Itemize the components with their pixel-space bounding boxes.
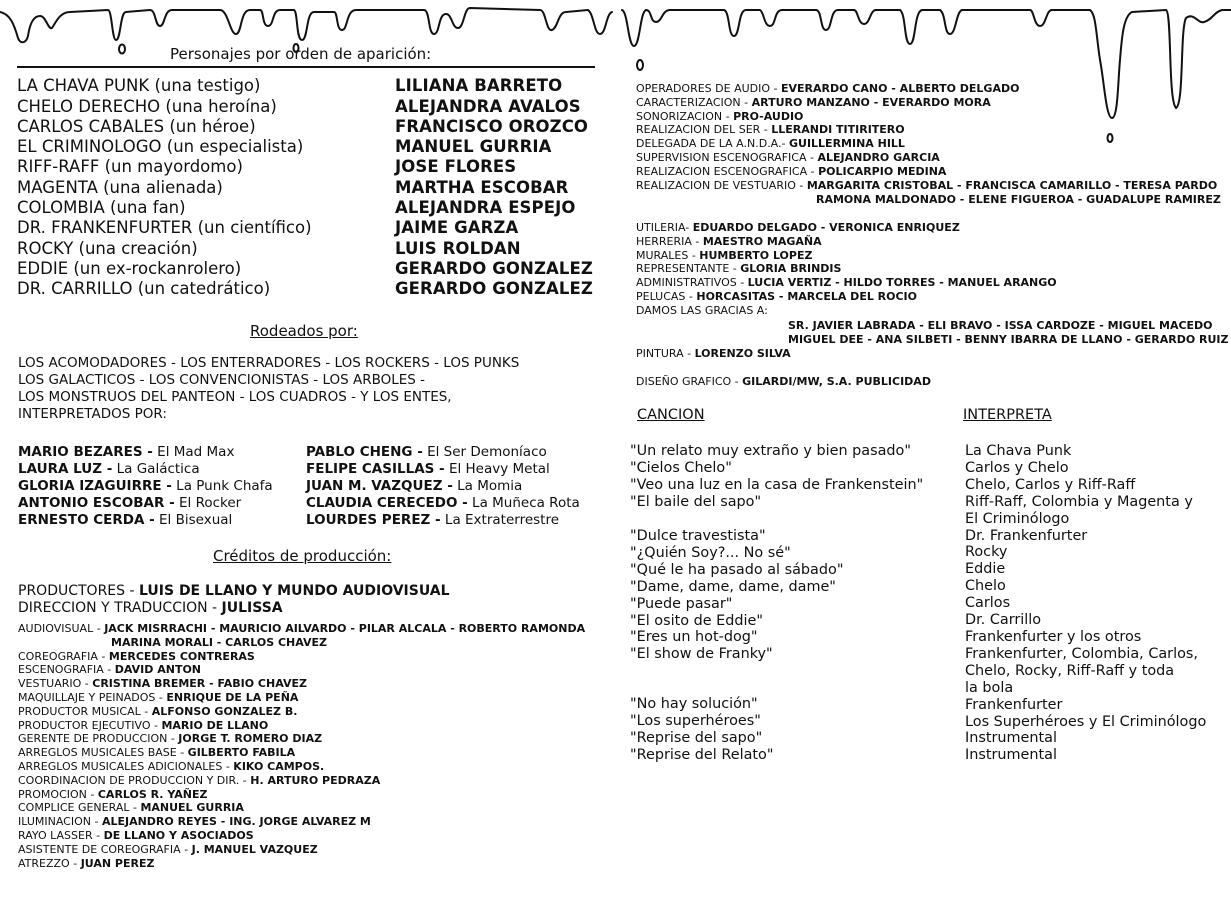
credit-value: ALFONSO GONZALEZ B. — [151, 704, 298, 718]
credit-value: JUAN PEREZ — [80, 856, 155, 870]
credit-value: ARTURO MANZANO - EVERARDO MORA — [751, 95, 991, 109]
songs-group-c — [630, 696, 773, 764]
producers-line — [18, 583, 450, 600]
cast-row — [17, 157, 617, 177]
surrounded-heading: Rodeados por: — [250, 322, 358, 340]
design-line — [636, 375, 931, 389]
cast-role: DR. CARRILLO (un catedrático) — [17, 279, 271, 299]
ensemble-actor: ERNESTO CERDA - — [18, 512, 155, 528]
credit-value: CRISTINA BREMER - FABIO CHAVEZ — [92, 677, 307, 691]
credit-line — [636, 221, 1057, 235]
credit-value: MARGARITA CRISTOBAL - FRANCISCA CAMARILLO - TERESA PARDO — [806, 178, 1218, 192]
ensemble-cast-row — [306, 461, 580, 478]
credit-value: HUMBERTO LOPEZ — [699, 248, 813, 262]
producers-value: LUIS DE LLANO Y MUNDO AUDIOVISUAL — [138, 583, 450, 599]
ensemble-role: El Mad Max — [152, 444, 235, 460]
credit-line — [18, 843, 585, 857]
credit-label: REPRESENTANTE - — [636, 262, 741, 276]
credit-line — [636, 276, 1057, 290]
cast-row — [17, 218, 617, 238]
production-heading: Créditos de producción: — [213, 547, 392, 565]
song-title: "Puede pasar" — [630, 595, 733, 612]
song-title: "Reprise del Relato" — [630, 746, 774, 763]
credit-value: MANUEL GURRIA — [140, 801, 244, 815]
credit-line — [18, 829, 585, 843]
design-label: DISEÑO GRAFICO - — [636, 375, 743, 388]
thanks-label: DAMOS LAS GRACIAS A: — [636, 304, 768, 317]
ensemble-actor: MARIO BEZARES - — [18, 444, 153, 460]
credit-value: DAVID ANTON — [114, 663, 202, 677]
performer-line: El Criminólogo — [965, 510, 1070, 527]
credit-label: SUPERVISION ESCENOGRAFICA - — [636, 150, 818, 164]
credit-value: MERCEDES CONTRERAS — [108, 649, 255, 663]
performer-line: Frankenfurter y los otros — [965, 628, 1142, 645]
credit-value: CARLOS R. YAÑEZ — [97, 787, 208, 801]
credit-label: ASISTENTE DE COREOGRAFIA - — [18, 842, 192, 856]
cast-role: DR. FRANKENFURTER (un científico) — [17, 218, 312, 238]
song-title: "Los superhéroes" — [630, 712, 761, 729]
cast-row — [17, 137, 617, 157]
credit-line — [636, 235, 1057, 249]
performer-line: Riff-Raff, Colombia y Magenta y — [965, 493, 1193, 510]
credit-line — [18, 677, 585, 691]
credit-label: HERRERIA - — [636, 234, 703, 248]
performer-line: Dr. Frankenfurter — [965, 527, 1088, 544]
song-title: "Cielos Chelo" — [630, 459, 732, 476]
performer-line: Dr. Carrillo — [965, 612, 1042, 629]
song-title: "Un relato muy extraño y bien pasado" — [630, 443, 911, 459]
paint-value: LORENZO SILVA — [694, 347, 791, 360]
cast-row — [17, 177, 617, 197]
credit-line — [18, 650, 585, 664]
credit-label: GERENTE DE PRODUCCION - — [18, 732, 179, 746]
ensemble-line: LOS MONSTRUOS DEL PANTEON - LOS CUADROS - Y LOS ENTES, — [18, 389, 452, 405]
ensemble-role: La Galáctica — [112, 461, 200, 477]
credit-value: J. MANUEL VAZQUEZ — [191, 842, 318, 856]
performer-line: Los Superhéroes y El Criminólogo — [965, 713, 1207, 730]
cast-row — [17, 198, 617, 218]
credit-line — [18, 691, 585, 705]
cast-role: CHELO DERECHO (una heroína) — [17, 96, 277, 116]
credit-label: ESCENOGRAFIA - — [18, 663, 115, 677]
cast-role: LA CHAVA PUNK (una testigo) — [17, 76, 261, 96]
ensemble-role: La Extraterrestre — [440, 512, 560, 528]
credit-value: GUILLERMINA HILL — [788, 137, 905, 151]
credit-label: ADMINISTRATIVOS - — [636, 276, 748, 290]
performer-line: Carlos y Chelo — [965, 459, 1069, 476]
credit-value: MAESTRO MAGAÑA — [702, 234, 822, 248]
song-title: "Eres un hot-dog" — [630, 629, 758, 646]
credit-label: PELUCAS - — [636, 289, 697, 303]
thanks-line: MIGUEL DEE - ANA SILBETI - BENNY IBARRA DE LLANO - GERARDO RUIZ — [788, 332, 1229, 346]
ensemble-cast-row — [18, 512, 273, 529]
credit-line — [636, 110, 1217, 124]
credit-label: COREOGRAFIA - — [18, 649, 109, 663]
cast-role: CARLOS CABALES (un héroe) — [17, 116, 256, 136]
paint-line — [636, 347, 791, 361]
credit-line — [18, 788, 585, 802]
credit-value: JACK MISRRACHI - MAURICIO AILVARDO - PILAR ALCALA - ROBERTO RAMONDA — [104, 622, 586, 635]
songs-group-b — [630, 528, 843, 663]
credit-line — [636, 249, 1057, 263]
performer-line: Carlos — [965, 595, 1011, 612]
ensemble-actor: LAURA LUZ - — [18, 461, 113, 477]
performer-line: Rocky — [965, 544, 1008, 561]
ensemble-role: El Rocker — [174, 495, 242, 511]
credit-label: DELEGADA DE LA A.N.D.A.- — [636, 137, 789, 151]
credit-label: ARREGLOS MUSICALES ADICIONALES - — [18, 759, 234, 773]
ensemble-cast-row — [18, 478, 273, 495]
credit-value: GILBERTO FABILA — [187, 746, 296, 760]
ensemble-actor: LOURDES PEREZ - — [306, 512, 441, 528]
ensemble-role: El Ser Demoníaco — [422, 444, 547, 460]
divider — [17, 66, 595, 68]
ensemble-cast-left — [18, 444, 273, 529]
cast-row — [17, 279, 617, 299]
cast-actor: JOSE FLORES — [395, 157, 517, 177]
ensemble-actor: JUAN M. VAZQUEZ - — [306, 478, 453, 494]
credit-label: MURALES - — [636, 248, 700, 262]
cast-row — [17, 96, 617, 116]
credit-label: REALIZACION ESCENOGRAFICA - — [636, 164, 819, 178]
ensemble-actor: FELIPE CASILLAS - — [306, 461, 445, 477]
song-heading: CANCION — [637, 407, 705, 423]
cast-actor: ALEJANDRA ESPEJO — [395, 198, 576, 218]
ensemble-actor: PABLO CHENG - — [306, 444, 423, 460]
cast-role: MAGENTA (una alienada) — [17, 177, 223, 197]
songs-group-a — [630, 443, 923, 511]
credit-line — [636, 290, 1057, 304]
cast-actor: ALEJANDRA AVALOS — [395, 96, 581, 116]
credit-value: MARINA MORALI - CARLOS CHAVEZ — [111, 635, 328, 649]
performer-line: Instrumental — [965, 730, 1057, 747]
credit-line — [636, 179, 1217, 193]
credit-value: LLERANDI TITIRITERO — [771, 123, 905, 137]
performer-line: Chelo, Carlos y Riff-Raff — [965, 476, 1136, 493]
credit-label: MAQUILLAJE Y PEINADOS - — [18, 690, 167, 704]
credit-label: RAYO LASSER - — [18, 828, 104, 842]
ensemble-line: INTERPRETADOS POR: — [18, 406, 167, 422]
song-title: "El osito de Eddie" — [630, 612, 764, 629]
credit-value: ALEJANDRO REYES - ING. JORGE ALVAREZ M — [101, 815, 371, 829]
credit-line — [18, 760, 585, 774]
direction-label: DIRECCION Y TRADUCCION - — [18, 600, 222, 616]
credit-value: KIKO CAMPOS. — [233, 759, 325, 773]
credit-line — [18, 663, 585, 677]
credit-value: LUCIA VERTIZ - HILDO TORRES - MANUEL ARANGO — [747, 276, 1057, 290]
direction-value: JULISSA — [221, 600, 283, 616]
ensemble-role: La Muñeca Rota — [467, 495, 580, 511]
cast-role: EL CRIMINOLOGO (un especialista) — [17, 137, 304, 157]
ensemble-cast-row — [306, 495, 580, 512]
cast-role: EDDIE (un ex-rockanrolero) — [17, 258, 242, 278]
credit-line — [18, 705, 585, 719]
cast-row — [17, 76, 617, 96]
production-credits — [18, 622, 585, 870]
ensemble-actor: CLAUDIA CERECEDO - — [306, 495, 468, 511]
performer-line: Chelo — [965, 578, 1006, 595]
ensemble-cast-row — [306, 512, 580, 529]
ensemble-cast-row — [306, 444, 580, 461]
song-title: "Qué le ha pasado al sábado" — [630, 561, 844, 578]
cast-actor: LUIS ROLDAN — [395, 238, 521, 258]
credit-value: PRO-AUDIO — [733, 109, 804, 123]
credit-line — [18, 774, 585, 788]
cast-actor: FRANCISCO OROZCO — [395, 116, 589, 136]
song-title: "No hay solución" — [630, 696, 758, 712]
ensemble-role: La Punk Chafa — [171, 478, 273, 494]
thanks-list — [788, 319, 1229, 347]
performers-list — [965, 443, 1206, 764]
ensemble-role: El Bisexual — [154, 512, 233, 528]
ensemble-line: LOS GALACTICOS - LOS CONVENCIONISTAS - LOS ARBOLES - — [18, 372, 426, 388]
cast-row — [17, 117, 617, 137]
performer-line: Eddie — [965, 561, 1006, 578]
performer-line: Frankenfurter, Colombia, Carlos, — [965, 645, 1198, 662]
song-title: "¿Quién Soy?... No sé" — [630, 544, 791, 561]
credit-line — [18, 732, 585, 746]
cast-role: COLOMBIA (una fan) — [17, 198, 186, 218]
song-title: "Dame, dame, dame, dame" — [630, 578, 836, 595]
credit-line — [636, 123, 1217, 137]
song-title: "Dulce travestista" — [630, 528, 766, 544]
ensemble-cast-row — [18, 461, 273, 478]
cast-row — [17, 259, 617, 279]
credit-label: REALIZACION DEL SER - — [636, 123, 772, 137]
credit-line — [636, 151, 1217, 165]
ensemble-actor: ANTONIO ESCOBAR - — [18, 495, 175, 511]
cast-role: ROCKY (una creación) — [17, 238, 198, 258]
credit-label: OPERADORES DE AUDIO - — [636, 82, 781, 95]
ensemble-role: El Heavy Metal — [444, 461, 550, 477]
song-title: "Veo una luz en la casa de Frankenstein" — [630, 476, 924, 493]
producers-label: PRODUCTORES - — [18, 583, 139, 599]
cast-actor: JAIME GARZA — [395, 218, 519, 238]
credit-value: HORCASITAS - MARCELA DEL ROCIO — [696, 289, 918, 303]
credit-label: COMPLICE GENERAL - — [18, 801, 141, 815]
credit-value: POLICARPIO MEDINA — [818, 164, 947, 178]
direction-line — [18, 600, 283, 617]
performer-heading: INTERPRETA — [963, 407, 1052, 423]
credit-value: ENRIQUE DE LA PEÑA — [166, 690, 299, 704]
thanks-line: SR. JAVIER LABRADA - ELI BRAVO - ISSA CARDOZE - MIGUEL MACEDO — [788, 319, 1213, 332]
cast-actor: LILIANA BARRETO — [395, 76, 563, 96]
cast-actor: MARTHA ESCOBAR — [395, 177, 569, 197]
performer-line: la bola — [965, 679, 1014, 696]
performer-line: Frankenfurter — [965, 696, 1063, 713]
cast-actor: GERARDO GONZALEZ — [395, 279, 593, 299]
performer-line: Chelo, Rocky, Riff-Raff y toda — [965, 662, 1175, 679]
design-value: GILARDI/MW, S.A. PUBLICIDAD — [742, 375, 931, 388]
credit-label: ATREZZO - — [18, 856, 81, 870]
credit-line — [18, 801, 585, 815]
cast-actor: MANUEL GURRIA — [395, 137, 552, 157]
credit-label: ILUMINACION - — [18, 815, 102, 829]
credit-line — [18, 719, 585, 733]
song-title: "Reprise del sapo" — [630, 729, 763, 746]
credit-label: PRODUCTOR EJECUTIVO - — [18, 718, 162, 732]
ensemble-cast-row — [18, 444, 273, 461]
credit-label: VESTUARIO - — [18, 677, 93, 691]
credit-label: SONORIZACION - — [636, 109, 734, 123]
technical-credits-cont: RAMONA MALDONADO - ELENE FIGUEROA - GUADALUPE RAMIREZ — [816, 193, 1221, 206]
performer-line: La Chava Punk — [965, 443, 1072, 459]
credit-value: GLORIA BRINDIS — [740, 262, 842, 276]
credit-line — [18, 746, 585, 760]
song-title: "El show de Franky" — [630, 646, 773, 663]
credit-line — [18, 636, 585, 650]
credit-line — [636, 165, 1217, 179]
ensemble-cast-row — [306, 478, 580, 495]
credit-label: PRODUCTOR MUSICAL - — [18, 704, 152, 718]
cast-list — [17, 76, 617, 299]
ensemble-cast-right — [306, 444, 580, 529]
ensemble-cast-row — [18, 495, 273, 512]
ensemble-list — [18, 355, 519, 423]
performer-line: Instrumental — [965, 747, 1057, 764]
credit-line — [636, 137, 1217, 151]
credit-line — [18, 622, 585, 636]
ensemble-line: LOS ACOMODADORES - LOS ENTERRADORES - LOS ROCKERS - LOS PUNKS — [18, 355, 520, 371]
credit-value: EDUARDO DELGADO - VERONICA ENRIQUEZ — [692, 221, 960, 234]
credit-label: AUDIOVISUAL - — [18, 622, 105, 635]
credit-line — [636, 82, 1217, 96]
credit-label: REALIZACION DE VESTUARIO - — [636, 178, 807, 192]
cast-actor: GERARDO GONZALEZ — [395, 258, 593, 278]
credit-label: UTILERIA- — [636, 221, 693, 234]
song-title: "El baile del sapo" — [630, 493, 762, 510]
ensemble-actor: GLORIA IZAGUIRRE - — [18, 478, 172, 494]
credit-label: PROMOCION - — [18, 787, 98, 801]
ensemble-role: La Momia — [452, 478, 523, 494]
credit-line — [18, 857, 585, 871]
credit-value: ALEJANDRO GARCIA — [817, 150, 940, 164]
cast-heading: Personajes por orden de aparición: — [170, 45, 432, 63]
credit-label: ARREGLOS MUSICALES BASE - — [18, 746, 188, 760]
cast-role: RIFF-RAFF (un mayordomo) — [17, 157, 243, 177]
credit-line — [636, 96, 1217, 110]
credit-value: JORGE T. ROMERO DIAZ — [178, 732, 323, 746]
technical-credits — [636, 82, 1217, 192]
credit-value: DE LLANO Y ASOCIADOS — [103, 828, 254, 842]
credit-line — [18, 815, 585, 829]
cast-row — [17, 238, 617, 258]
credit-value: H. ARTURO PEDRAZA — [250, 773, 381, 787]
credit-label: CARACTERIZACION - — [636, 95, 752, 109]
paint-label: PINTURA - — [636, 347, 695, 360]
support-credits — [636, 221, 1057, 304]
credit-value: MARIO DE LLANO — [161, 718, 269, 732]
credit-label: COORDINACION DE PRODUCCION Y DIR. - — [18, 773, 251, 787]
credit-value: EVERARDO CANO - ALBERTO DELGADO — [781, 82, 1020, 95]
credit-line — [636, 262, 1057, 276]
